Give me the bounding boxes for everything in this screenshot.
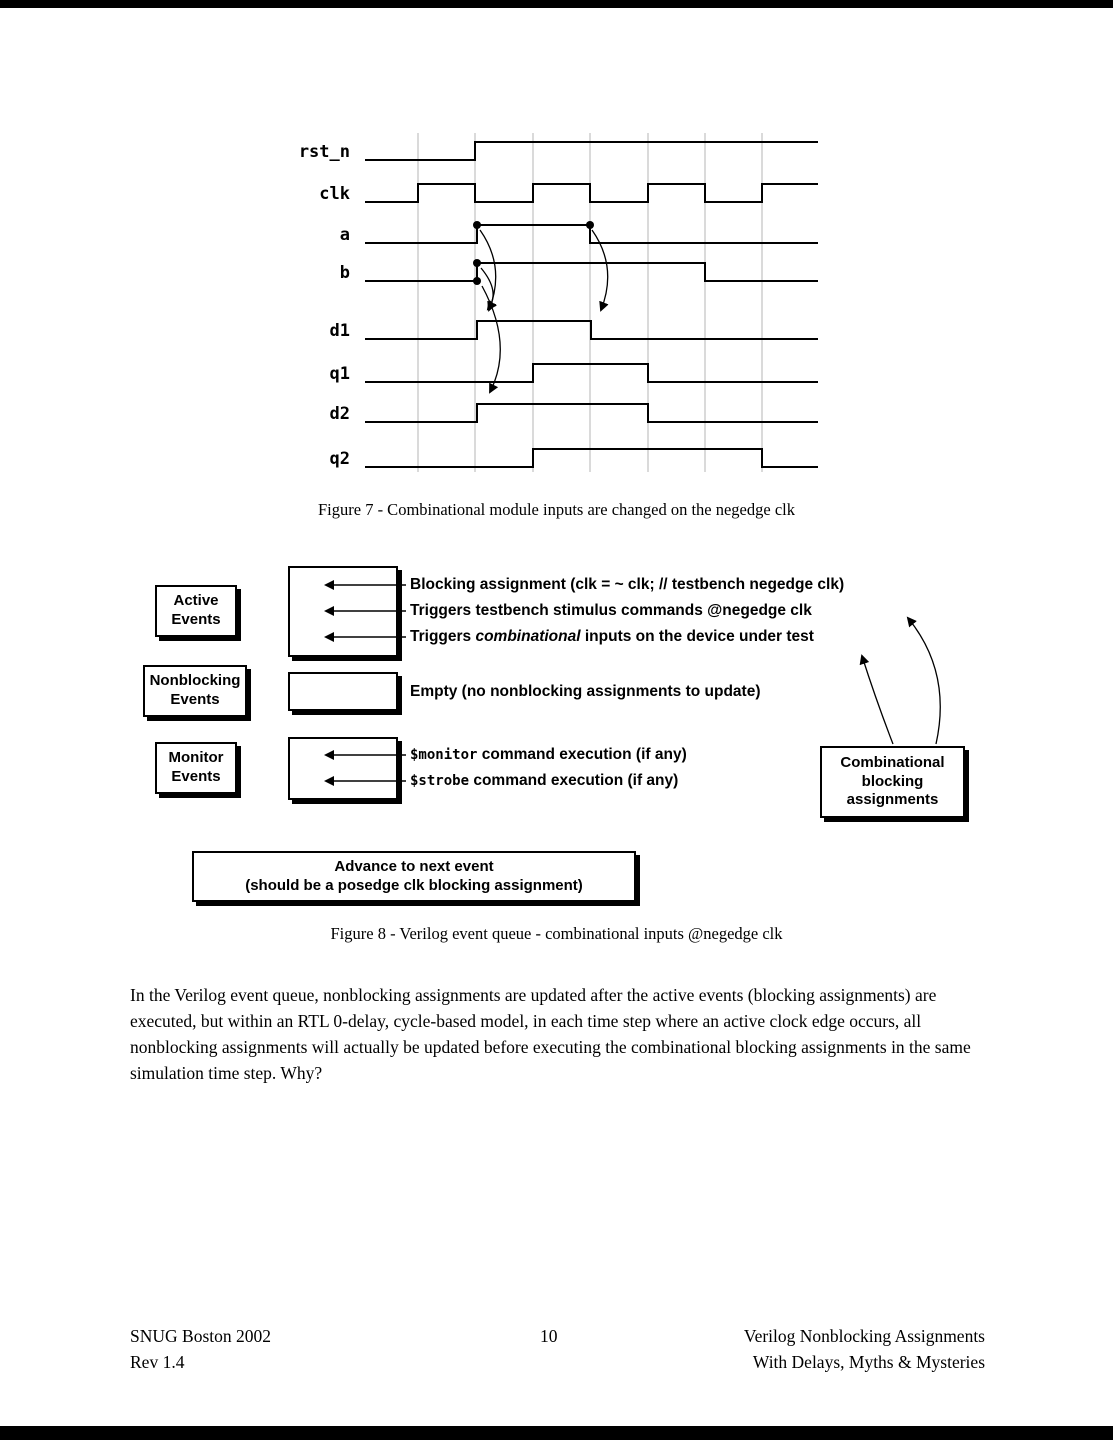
- figure8-caption: Figure 8 - Verilog event queue - combinational inputs @negedge clk: [330, 924, 783, 943]
- body-paragraph: In the Verilog event queue, nonblocking assignments are updated after the active events (blocking assignments) are executed, but within an RTL 0-delay, cycle-based model, in each time step where an active clock edge occurs, all nonblocking assignments will actually be updated before executing the combinational blocking assignments in the same simulation time step. Why?: [130, 985, 971, 1083]
- queue-line-empty: Empty (no nonblocking assignments to update): [410, 683, 761, 700]
- svg-text:d1: d1: [329, 321, 350, 341]
- svg-text:q2: q2: [329, 449, 350, 469]
- advance-line1: Advance to next event: [334, 857, 494, 875]
- combinational-em: combinational: [475, 628, 581, 645]
- queue-line-strobe: [410, 771, 678, 791]
- advance-line2: (should be a posedge clk blocking assignment): [245, 876, 583, 894]
- svg-text:q1: q1: [329, 364, 350, 384]
- combinational-pre: Triggers: [410, 628, 476, 645]
- active-events-queue-box: [288, 566, 398, 657]
- figure7-caption: Figure 7 - Combinational module inputs are changed on the negedge clk: [317, 500, 795, 519]
- queue-line-combinational: [410, 627, 814, 647]
- nonblocking-events-queue-box: [288, 672, 398, 711]
- monitor-command: $monitor: [410, 747, 478, 763]
- svg-text:b: b: [339, 263, 350, 283]
- monitor-rest: command execution (if any): [477, 746, 687, 763]
- svg-text:clk: clk: [319, 184, 350, 204]
- svg-text:a: a: [339, 225, 350, 245]
- footer-right-line2: With Delays, Myths & Mysteries: [752, 1352, 985, 1372]
- combinational-blocking-box: Combinational blocking assignments: [820, 746, 965, 818]
- strobe-command: $strobe: [410, 773, 470, 789]
- scan-border-top: [0, 0, 1113, 8]
- monitor-events-queue-box: [288, 737, 398, 800]
- footer-left: [130, 1323, 271, 1375]
- queue-line-blocking-assignment: Blocking assignment (clk = ~ clk; // testbench negedge clk): [410, 576, 845, 593]
- active-events-box: Active Events: [155, 585, 237, 637]
- svg-text:d2: d2: [329, 404, 350, 424]
- queue-line-monitor: [410, 745, 687, 765]
- footer-left-line2: Rev 1.4: [130, 1352, 185, 1372]
- footer-left-line1: SNUG Boston 2002: [130, 1326, 271, 1346]
- advance-next-event-box: [192, 851, 636, 902]
- footer-page-number: 10: [540, 1326, 558, 1346]
- monitor-events-box: Monitor Events: [155, 742, 237, 794]
- footer-right-line1: Verilog Nonblocking Assignments: [743, 1326, 985, 1346]
- svg-text:rst_n: rst_n: [298, 142, 350, 162]
- strobe-rest: command execution (if any): [469, 772, 679, 789]
- combinational-post: inputs on the device under test: [580, 628, 814, 645]
- scan-border-bottom: [0, 1426, 1113, 1440]
- nonblocking-events-box: Nonblocking Events: [143, 665, 247, 717]
- queue-line-stimulus: Triggers testbench stimulus commands @negedge clk: [410, 602, 812, 619]
- footer-right: [744, 1323, 985, 1375]
